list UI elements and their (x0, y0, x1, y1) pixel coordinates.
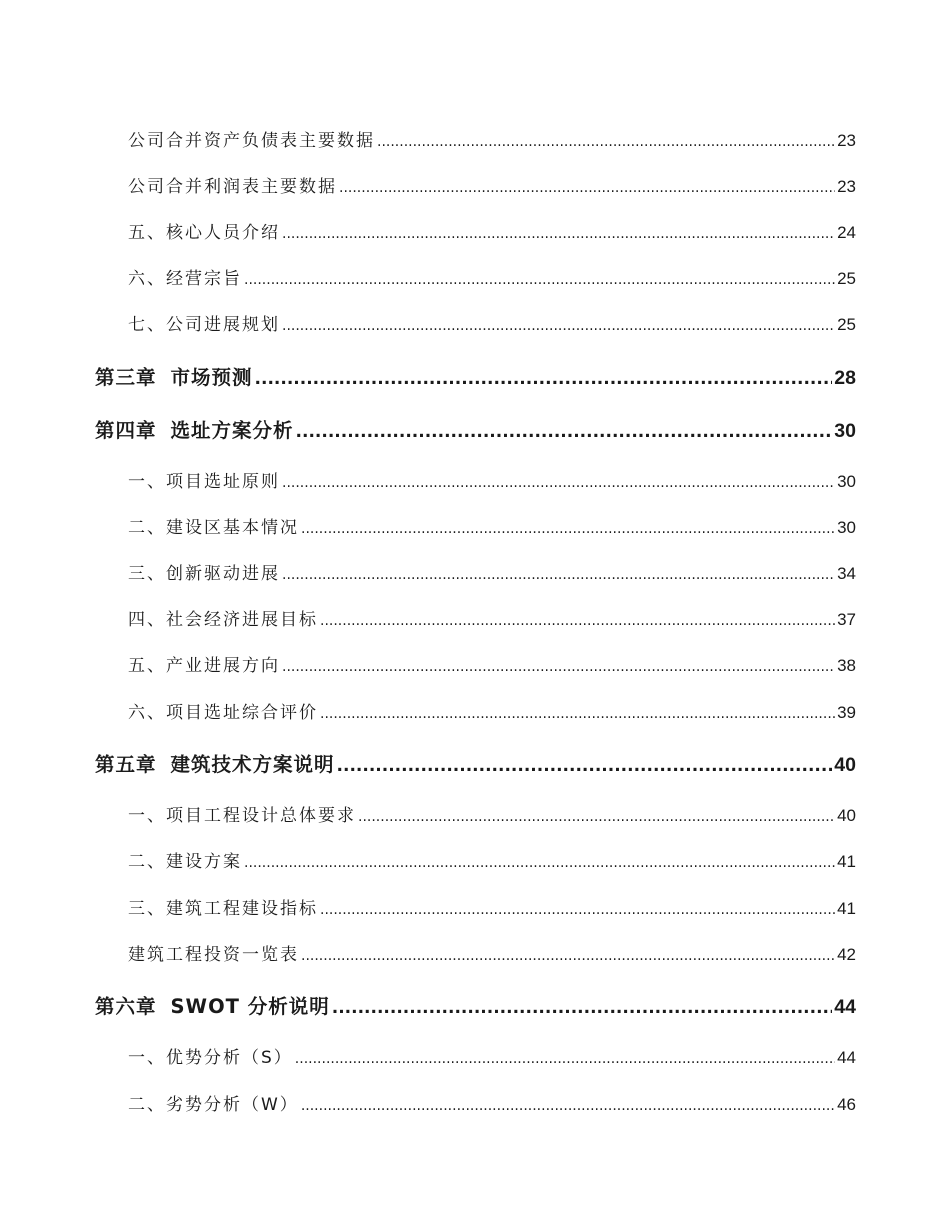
toc-entry-number: 四、 (128, 610, 166, 630)
toc-entry[interactable] (128, 651, 856, 676)
dot-leader (244, 855, 835, 871)
toc-entry-title: 建筑工程建设指标 (166, 899, 318, 919)
toc-chapter-number: 第六章 (95, 995, 157, 1018)
dot-leader (332, 998, 833, 1018)
toc-entry[interactable] (128, 310, 856, 335)
toc-entry-number: 一、 (128, 806, 166, 826)
toc-entry-title: 创新驱动进展 (166, 564, 280, 584)
dot-leader (282, 659, 835, 675)
toc-page-number: 41 (837, 852, 856, 871)
toc-entry-title: 社会经济进展目标 (166, 610, 318, 630)
toc-page-number: 38 (837, 656, 856, 675)
toc-entry-number: 五、 (128, 656, 166, 676)
toc-entry-number: 二、 (128, 1095, 166, 1115)
toc-chapter-entry[interactable] (95, 362, 856, 390)
toc-entry-number: 一、 (128, 1048, 166, 1068)
toc-entry[interactable] (128, 894, 856, 919)
toc-entry-number: 二、 (128, 518, 166, 538)
toc-page-number: 40 (837, 806, 856, 825)
toc-chapter-title: 市场预测 (170, 366, 253, 389)
toc-entry-number: 七、 (128, 315, 166, 335)
toc-entry[interactable] (128, 559, 856, 584)
toc-entry[interactable] (128, 1090, 856, 1115)
toc-entry[interactable] (128, 605, 856, 630)
dot-leader (255, 369, 833, 389)
toc-page-number: 28 (834, 367, 856, 389)
toc-entry-title: 公司进展规划 (166, 315, 280, 335)
toc-chapter-entry[interactable] (95, 749, 856, 777)
toc-entry-number: 六、 (128, 269, 166, 289)
toc-entry-title: 优势分析（S） (166, 1048, 293, 1068)
toc-page-number: 30 (834, 420, 856, 442)
dot-leader (320, 613, 835, 629)
toc-entry-title: 公司合并资产负债表主要数据 (128, 131, 375, 151)
toc-entry-title: 建设方案 (166, 852, 242, 872)
dot-leader (282, 567, 835, 583)
toc-entry-title: 核心人员介绍 (166, 223, 280, 243)
toc-entry[interactable] (128, 172, 856, 197)
dot-leader (339, 180, 835, 196)
toc-entry[interactable] (128, 698, 856, 723)
toc-entry-title: 劣势分析（W） (166, 1095, 299, 1115)
toc-entry-number: 三、 (128, 564, 166, 584)
toc-page-number: 40 (834, 754, 856, 776)
toc-entry-title: 产业进展方向 (166, 656, 280, 676)
toc-page-number: 46 (837, 1095, 856, 1114)
dot-leader (377, 134, 835, 150)
dot-leader (337, 756, 833, 776)
dot-leader (295, 1051, 835, 1067)
toc-entry-title: 建筑工程投资一览表 (128, 945, 299, 965)
dot-leader (301, 948, 835, 964)
dot-leader (301, 521, 835, 537)
toc-chapter-entry[interactable] (95, 991, 856, 1019)
toc-entry-title: 项目工程设计总体要求 (166, 806, 356, 826)
toc-entry[interactable] (128, 264, 856, 289)
toc-entry-title: 项目选址综合评价 (166, 703, 318, 723)
toc-page-number: 30 (837, 518, 856, 537)
toc-page-number: 41 (837, 899, 856, 918)
toc-entry[interactable] (128, 940, 856, 965)
toc-entry[interactable] (128, 218, 856, 243)
dot-leader (301, 1098, 835, 1114)
toc-entry-title: 公司合并利润表主要数据 (128, 177, 337, 197)
toc-chapter-title: 选址方案分析 (170, 419, 294, 442)
toc-entry-number: 六、 (128, 703, 166, 723)
dot-leader (282, 475, 835, 491)
toc-entry-number: 一、 (128, 472, 166, 492)
dot-leader (282, 318, 835, 334)
dot-leader (296, 422, 833, 442)
toc-chapter-number: 第四章 (95, 419, 157, 442)
toc-entry-title: 经营宗旨 (166, 269, 242, 289)
toc-chapter-title: 建筑技术方案说明 (170, 753, 335, 776)
toc-entry-number: 五、 (128, 223, 166, 243)
toc-page-number: 25 (837, 315, 856, 334)
toc-chapter-entry[interactable] (95, 415, 856, 443)
toc-page-number: 30 (837, 472, 856, 491)
toc-page-number: 37 (837, 610, 856, 629)
toc-entry[interactable] (128, 801, 856, 826)
toc-page-number: 34 (837, 564, 856, 583)
toc-page-number: 42 (837, 945, 856, 964)
toc-page-number: 23 (837, 131, 856, 150)
toc-entry-number: 三、 (128, 899, 166, 919)
toc-entry[interactable] (128, 126, 856, 151)
dot-leader (320, 706, 835, 722)
toc-chapter-number: 第三章 (95, 366, 157, 389)
toc-entry[interactable] (128, 467, 856, 492)
toc-entry-title: 项目选址原则 (166, 472, 280, 492)
toc-chapter-title: SWOT 分析说明 (170, 995, 330, 1018)
toc-page-number: 39 (837, 703, 856, 722)
toc-page-number: 24 (837, 223, 856, 242)
dot-leader (358, 809, 835, 825)
toc-page-number: 44 (837, 1048, 856, 1067)
toc-page-number: 23 (837, 177, 856, 196)
toc-entry-number: 二、 (128, 852, 166, 872)
dot-leader (244, 272, 835, 288)
dot-leader (320, 902, 835, 918)
toc-page-number: 25 (837, 269, 856, 288)
toc-entry-title: 建设区基本情况 (166, 518, 299, 538)
toc-entry[interactable] (128, 513, 856, 538)
toc-entry[interactable] (128, 1043, 856, 1068)
toc-page-number: 44 (834, 996, 856, 1018)
toc-entry[interactable] (128, 847, 856, 872)
dot-leader (282, 226, 835, 242)
toc-chapter-number: 第五章 (95, 753, 157, 776)
